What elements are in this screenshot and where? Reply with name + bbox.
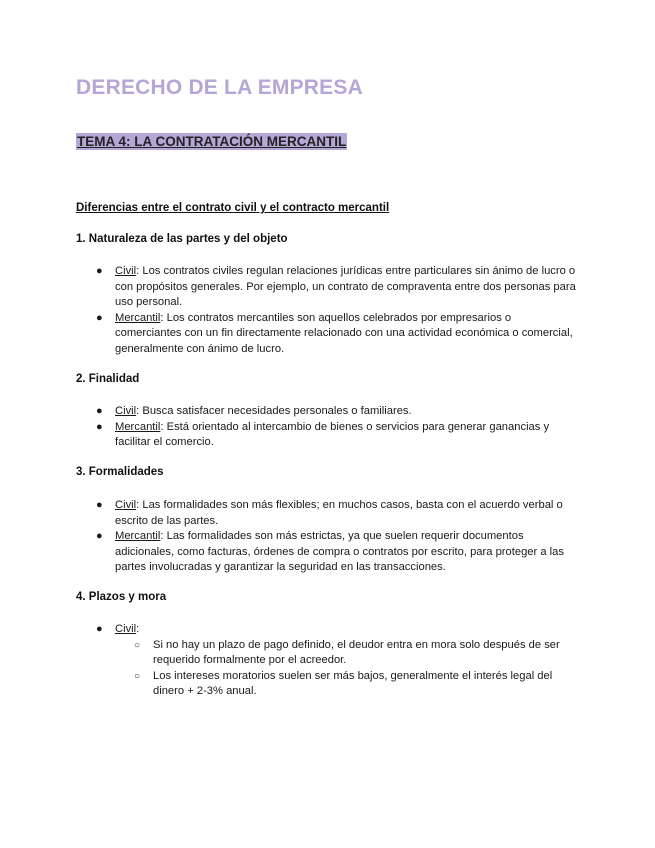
term-label: Mercantil <box>115 530 161 542</box>
list-item-civil <box>0 264 580 311</box>
item-text: : Los contratos mercantiles son aquellos celebrados por empresarios o comerciantes con un fin directamente relacionado con una actividad económica o comercial, generalmente con ánimo de lucro. <box>115 311 573 355</box>
bullet-icon: ● <box>96 405 103 417</box>
list-item-civil <box>0 404 580 420</box>
document-subtitle: TEMA 4: LA CONTRATACIÓN MERCANTIL <box>77 134 347 149</box>
sub-list-item <box>0 638 578 669</box>
circle-bullet-icon: ○ <box>134 670 141 682</box>
section-1-title: 1. Naturaleza de las partes y del objeto <box>76 233 288 245</box>
section-4-title: 4. Plazos y mora <box>76 591 167 603</box>
item-text: : Las formalidades son más estrictas, ya que suelen requerir documentos adicionales, como facturas, órdenes de compra o contratos por escrito, para proteger a las partes involucradas y garantizar la seguridad en las transacciones. <box>115 530 564 573</box>
sub-item-text: Si no hay un plazo de pago definido, el deudor entra en mora solo después de ser requerido formalmente por el acreedor. <box>153 638 560 666</box>
item-text: : Busca satisfacer necesidades personales o familiares. <box>136 405 412 417</box>
list-item-civil <box>0 622 580 638</box>
item-text: : <box>136 623 140 635</box>
sub-list-item <box>0 669 578 700</box>
section-2-list <box>0 404 580 451</box>
item-text: : Está orientado al intercambio de bienes o servicios para generar ganancias y facilitar el comercio. <box>115 420 550 448</box>
term-label: Mercantil <box>115 311 161 324</box>
term-label: Civil <box>115 405 137 417</box>
term-label: Civil <box>115 265 137 277</box>
item-text: : Los contratos civiles regulan relaciones jurídicas entre particulares sin ánimo de lucro o con propósitos generales. Por ejemplo, un contrato de compraventa entre dos personas para uso personal. <box>115 265 576 308</box>
item-text: : Las formalidades son más flexibles; en muchos casos, basta con el acuerdo verbal o escrito de las partes. <box>115 499 563 527</box>
term-label: Civil <box>115 623 137 635</box>
circle-bullet-icon: ○ <box>134 639 141 651</box>
section-4-list <box>0 622 580 700</box>
document-title: DERECHO DE LA EMPRESA <box>76 76 363 99</box>
term-label: Civil <box>115 499 137 511</box>
section-1-list <box>0 264 580 357</box>
bullet-icon: ● <box>96 623 103 635</box>
section-2-title: 2. Finalidad <box>76 373 140 385</box>
section-3-list <box>0 498 580 576</box>
bullet-icon: ● <box>96 311 103 324</box>
list-item-civil <box>0 498 580 529</box>
list-item-mercantil <box>0 311 580 358</box>
bullet-icon: ● <box>96 530 103 542</box>
list-item-mercantil <box>0 529 580 576</box>
section-3-title: 3. Formalidades <box>76 466 164 478</box>
term-label: Mercantil <box>115 420 161 433</box>
section-heading: Diferencias entre el contrato civil y el contracto mercantil <box>76 202 390 214</box>
bullet-icon: ● <box>96 499 103 511</box>
bullet-icon: ● <box>96 265 103 277</box>
list-item-mercantil <box>0 420 580 451</box>
bullet-icon: ● <box>96 420 103 433</box>
sub-item-text: Los intereses moratorios suelen ser más bajos, generalmente el interés legal del dinero + 2-3% anual. <box>153 669 553 697</box>
